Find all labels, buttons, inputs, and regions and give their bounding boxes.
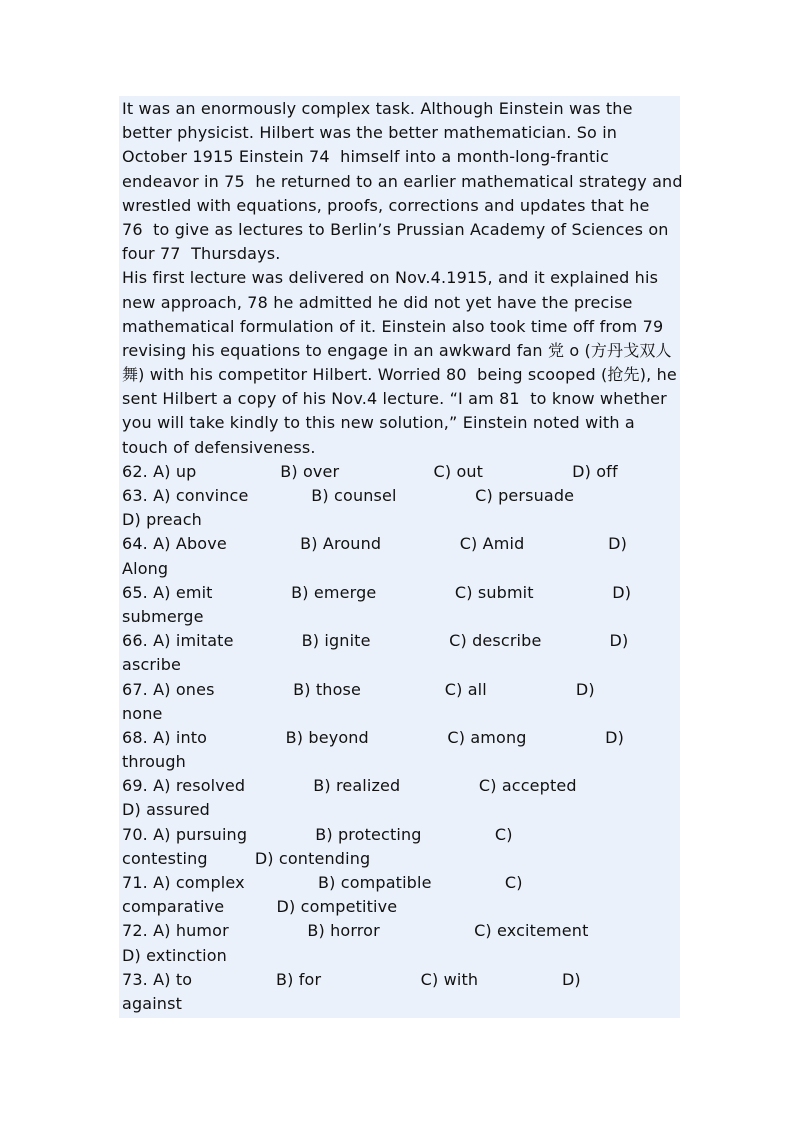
question-line: against (122, 993, 183, 1013)
question-line: 65. A) emit B) emerge C) submit D) (122, 582, 632, 602)
reading-passage (122, 97, 682, 460)
passage-line: It was an enormously complex task. Although Einstein was the (122, 99, 633, 118)
question-line: 70. A) pursuing B) protecting C) (122, 824, 513, 844)
question-line: 73. A) to B) for C) with D) (122, 969, 581, 989)
multiple-choice-questions (122, 460, 682, 1016)
question-line: 67. A) ones B) those C) all D) (122, 679, 595, 699)
question-line: D) assured (122, 800, 210, 820)
passage-line: better physicist. Hilbert was the better mathematician. So in (122, 123, 618, 143)
question-line: D) extinction (122, 945, 227, 965)
passage-line: wrestled with equations, proofs, corrections and updates that he (122, 195, 650, 215)
question-line: contesting D) contending (122, 848, 371, 868)
question-line: D) preach (122, 510, 202, 530)
question-line: none (122, 703, 163, 723)
question-line: 66. A) imitate B) ignite C) describe D) (122, 631, 629, 651)
question-line: through (122, 752, 186, 772)
passage-line: mathematical formulation of it. Einstein also took time off from 79 (122, 316, 664, 336)
question-line: Along (122, 558, 169, 578)
passage-line: October 1915 Einstein 74 himself into a month-long-frantic (122, 147, 609, 167)
question-line: ascribe (122, 655, 182, 675)
question-line: submerge (122, 606, 204, 626)
question-line: 68. A) into B) beyond C) among D) (122, 727, 624, 747)
question-line: 64. A) Above B) Around C) Amid D) (122, 534, 628, 554)
passage-line: sent Hilbert a copy of his Nov.4 lecture. “I am 81 to know whether (122, 389, 667, 409)
passage-line: revising his equations to engage in an awkward fan 党 o (方丹戈双人 (122, 340, 672, 360)
question-line: 69. A) resolved B) realized C) accepted (122, 776, 577, 796)
question-line: 72. A) humor B) horror C) excitement (122, 921, 589, 941)
passage-line: 舞) with his competitor Hilbert. Worried 80 being scooped (抢先), he (122, 365, 677, 385)
passage-line: touch of defensiveness. (122, 437, 316, 457)
passage-line: His first lecture was delivered on Nov.4.1915, and it explained his (122, 268, 659, 288)
passage-line: you will take kindly to this new solution,” Einstein noted with a (122, 413, 635, 433)
passage-line: 76 to give as lectures to Berlin’s Prussian Academy of Sciences on (122, 219, 669, 239)
question-line: comparative D) competitive (122, 897, 398, 917)
question-line: 71. A) complex B) compatible C) (122, 873, 523, 892)
passage-line: new approach, 78 he admitted he did not yet have the precise (122, 292, 633, 312)
passage-line: endeavor in 75 he returned to an earlier mathematical strategy and (122, 171, 683, 191)
document-content (122, 97, 682, 1016)
question-line: 62. A) up B) over C) out D) off (122, 461, 618, 481)
question-line: 63. A) convince B) counsel C) persuade (122, 486, 575, 505)
passage-line: four 77 Thursdays. (122, 244, 281, 264)
